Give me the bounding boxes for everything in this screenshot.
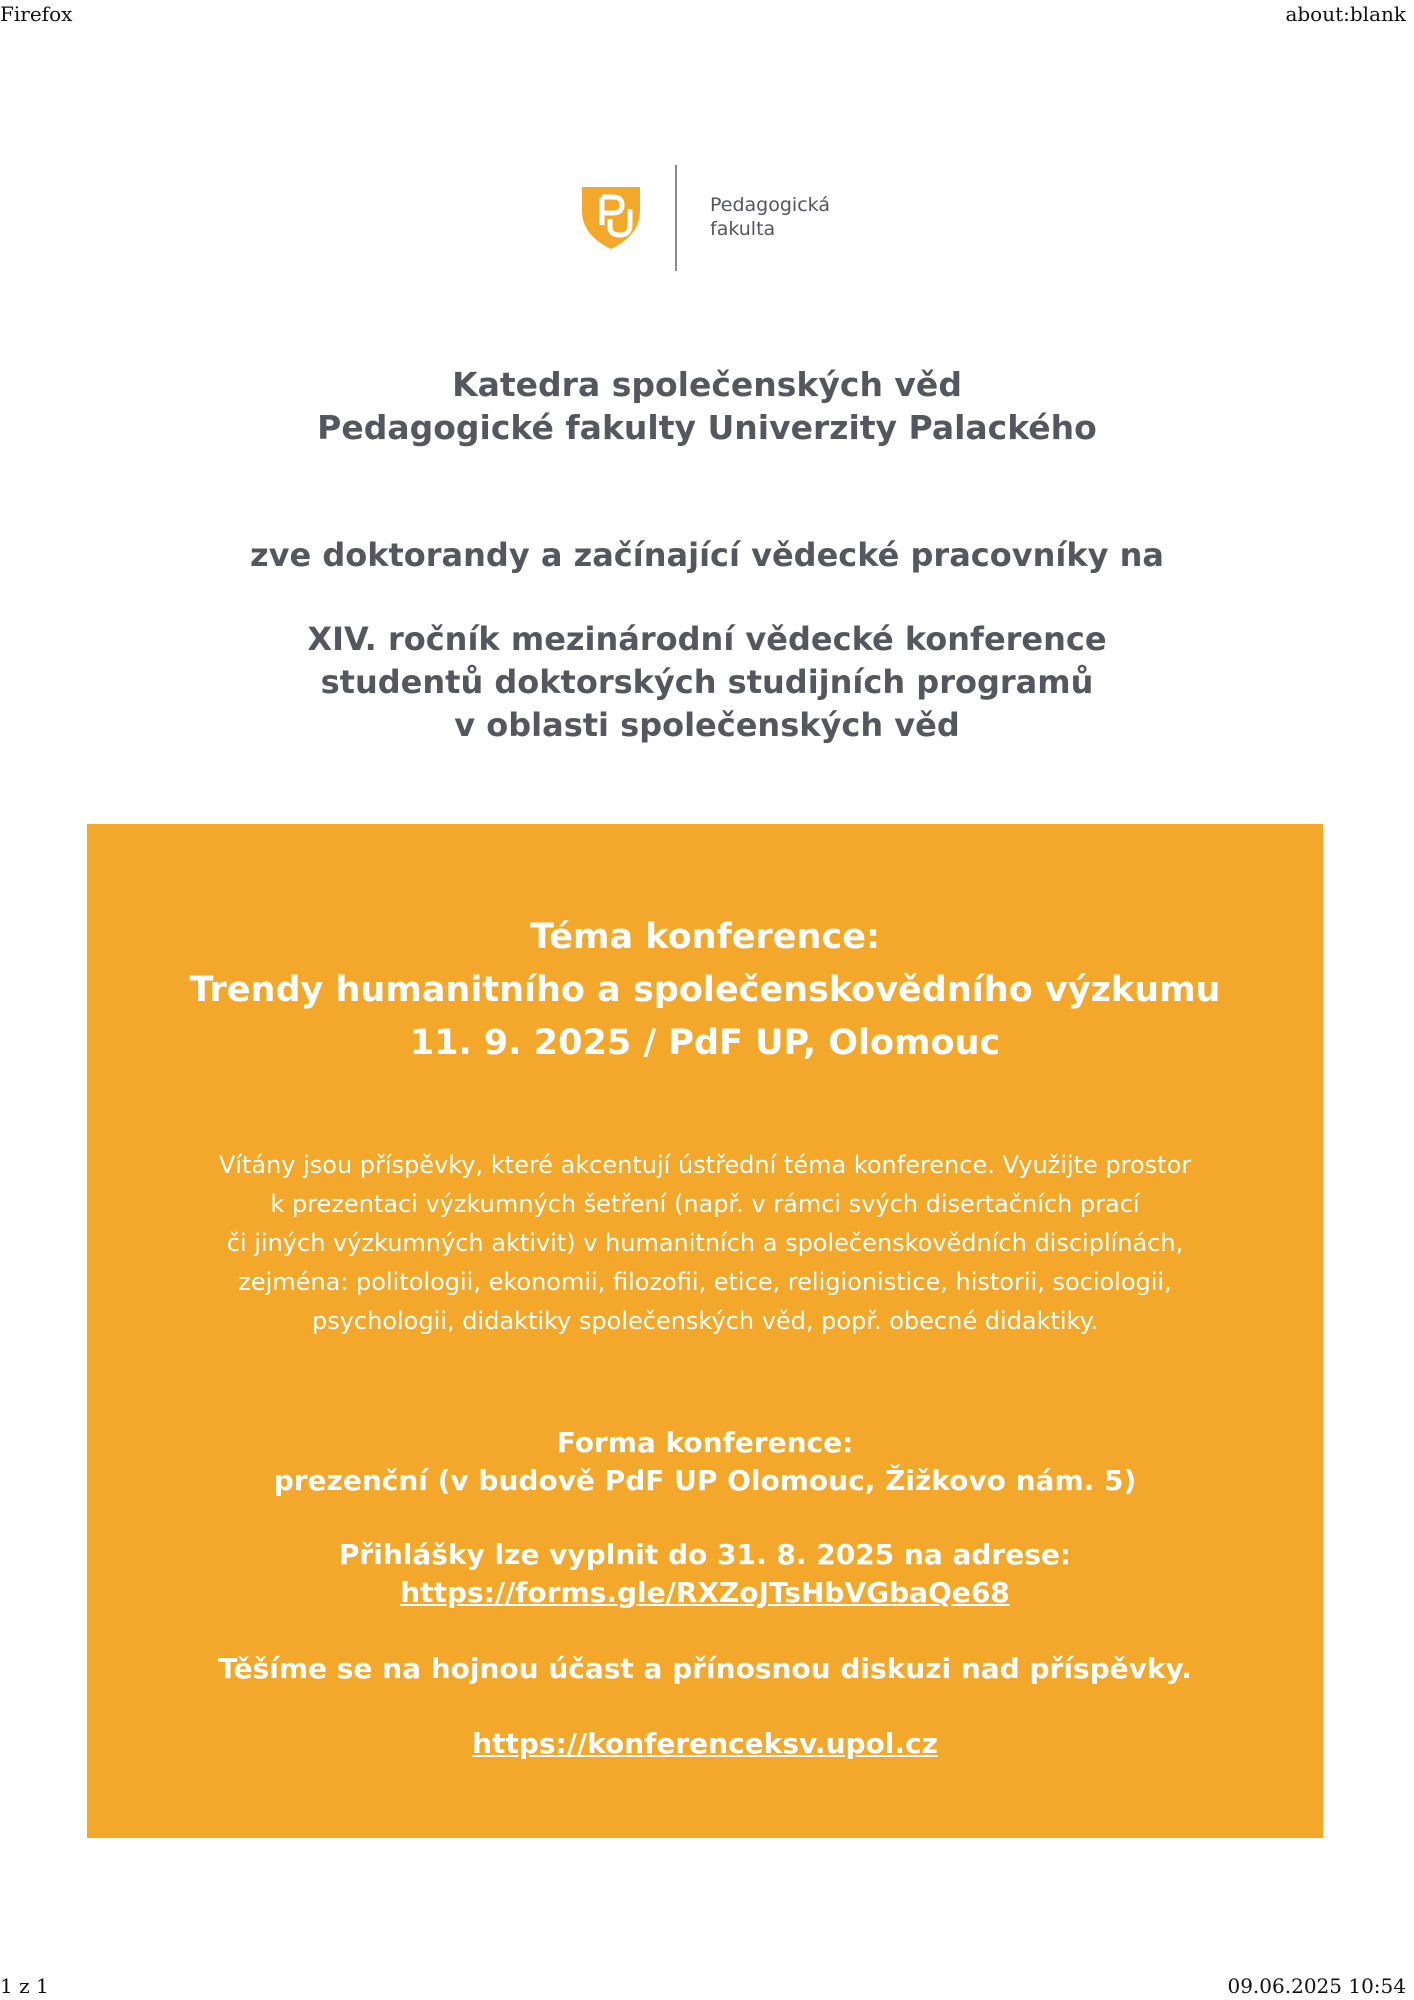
department-line2: Pedagogické fakulty Univerzity Palackého [317,408,1097,447]
conference-title-line3: v oblasti společenských věd [454,706,960,744]
website-block [87,1724,1323,1764]
print-footer-page-count: 1 z 1 [0,1974,49,1998]
faculty-logo [580,165,880,271]
format-label: Forma konference: [556,1426,854,1459]
description-line: zejména: politologii, ekonomii, filozofii, etice, religionistice, historii, sociologii, [238,1268,1172,1296]
conference-format [87,1424,1323,1500]
description-line: Vítány jsou příspěvky, které akcentují ústřední téma konference. Využijte prostor [218,1151,1192,1179]
faculty-name [710,193,830,241]
print-footer-datetime: 09.06.2025 10:54 [1227,1974,1406,1998]
registration-text: Přihlášky lze vyplnit do 31. 8. 2025 na adrese: [338,1538,1072,1571]
faculty-name-line1: Pedagogická [710,194,830,216]
print-header-url: about:blank [1285,2,1406,26]
registration-link[interactable]: https://forms.gle/RXZoJTsHbVGbaQe68 [400,1576,1010,1609]
description-line: k prezentaci výzkumných šetření (např. v rámci svých disertačních prací [270,1190,1140,1218]
date-and-place: 11. 9. 2025 / PdF UP, Olomouc [409,1023,1001,1063]
conference-info-box [87,824,1323,1838]
conference-title-line1: XIV. ročník mezinárodní vědecké konference [307,620,1107,658]
upol-shield-icon [580,185,642,251]
print-header-app-name: Firefox [0,2,73,26]
theme-title: Trendy humanitního a společenskovědního výzkumu [189,970,1221,1010]
theme-label: Téma konference: [530,917,880,957]
department-line1: Katedra společenských věd [452,365,962,404]
description-line: či jiných výzkumných aktivit) v humanitních a společenskovědních disciplínách, [226,1229,1184,1257]
conference-title-line2: studentů doktorských studijních programů [320,663,1094,701]
conference-title [0,618,1414,747]
registration-info [87,1536,1323,1612]
invitation-text: zve doktorandy a začínající vědecké pracovníky na [249,536,1165,574]
call-for-papers-description [87,1146,1323,1341]
website-link[interactable]: https://konferenceksv.upol.cz [472,1727,938,1760]
faculty-name-line2: fakulta [710,218,776,240]
description-line: psychologii, didaktiky společenských věd, popř. obecné didaktiky. [311,1307,1098,1335]
logo-divider [675,165,677,271]
department-heading [0,363,1414,449]
format-value: prezenční (v budově PdF UP Olomouc, Žižkovo nám. 5) [273,1464,1137,1497]
conference-theme [87,911,1323,1070]
closing-text: Těšíme se na hojnou účast a přínosnou diskuzi nad příspěvky. [218,1652,1192,1685]
